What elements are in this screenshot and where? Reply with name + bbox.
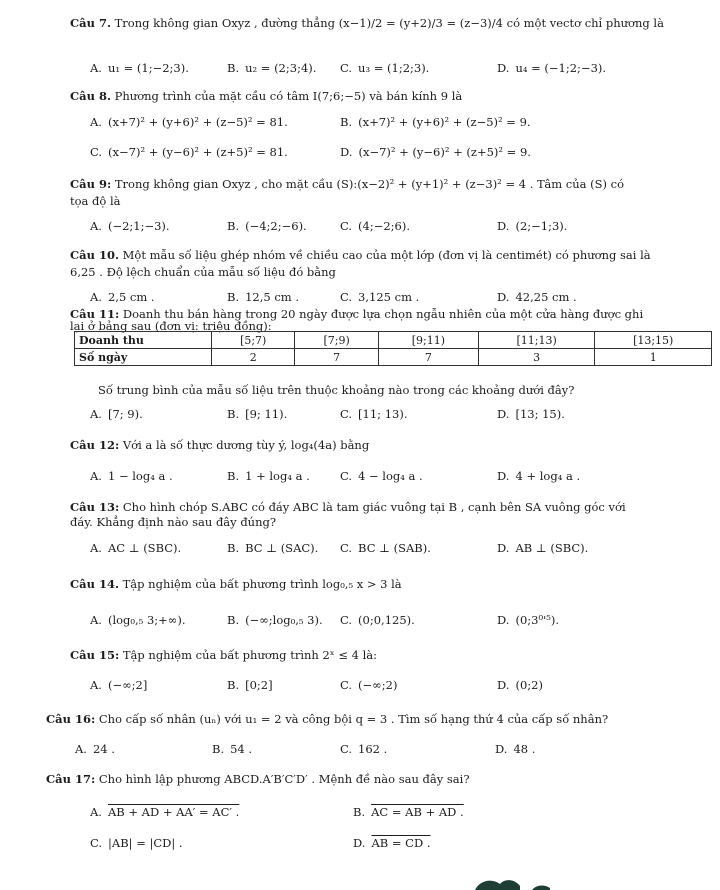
question-12-options	[90, 469, 690, 487]
option-a[interactable]: A. (−∞;2]	[90, 678, 148, 692]
option-b[interactable]: B. 12,5 cm .	[227, 290, 300, 304]
table-header-cell: Số ngày	[75, 349, 212, 366]
option-d[interactable]: D. 48 .	[495, 742, 536, 756]
question-11-options	[90, 407, 690, 425]
option-c[interactable]: C. BC ⊥ (SAB).	[340, 541, 431, 555]
option-b[interactable]: B. 1 + log₄ a .	[227, 469, 310, 483]
question-15-options	[90, 678, 690, 696]
question-label: Câu 12:	[70, 438, 120, 452]
question-9-options	[90, 219, 690, 237]
question-16-options	[75, 742, 690, 760]
option-b[interactable]: B. BC ⊥ (SAC).	[227, 541, 319, 555]
option-d[interactable]: D. (2;−1;3).	[497, 219, 568, 233]
question-text: Phương trình của mặt cầu có tâm I(7;6;−5) và bán kính 9 là	[114, 89, 463, 103]
option-c[interactable]: C. (4;−2;6).	[340, 219, 411, 233]
dark-mark-shape	[532, 886, 550, 890]
option-d[interactable]: D. AB = CD .	[353, 836, 431, 850]
dark-mark-shape	[475, 880, 520, 890]
question-14	[70, 577, 680, 591]
option-d[interactable]: D. [13; 15).	[497, 407, 565, 421]
question-13-cont: đáy. Khẳng định nào sau đây đúng?	[70, 515, 277, 529]
question-11-cont: lại ở bảng sau (đơn vị: triệu đồng):	[70, 319, 272, 333]
question-17-options-row2	[90, 836, 690, 854]
question-16	[46, 712, 680, 726]
question-7-options	[90, 61, 690, 79]
option-a[interactable]: A. u₁ = (1;−2;3).	[90, 61, 189, 75]
question-8-options-row2	[90, 145, 690, 163]
page-edge-mark	[470, 876, 590, 890]
option-c[interactable]: C. (−∞;2)	[340, 678, 398, 692]
table-cell: 3	[478, 349, 595, 366]
question-text: Cho hình lập phương ABCD.A′B′C′D′ . Mệnh đề nào sau đây sai?	[98, 772, 470, 786]
question-label: Câu 15:	[70, 648, 120, 662]
option-c[interactable]: C. 3,125 cm .	[340, 290, 420, 304]
option-d[interactable]: D. (0;3⁰'⁵).	[497, 613, 559, 627]
table-cell: [13;15)	[595, 332, 712, 349]
table-row	[75, 349, 712, 366]
option-a[interactable]: A. [7; 9).	[90, 407, 143, 421]
table-cell: 2	[212, 349, 295, 366]
option-d[interactable]: D. AB ⊥ (SBC).	[497, 541, 589, 555]
question-12	[70, 438, 680, 452]
option-b[interactable]: B. u₂ = (2;3;4).	[227, 61, 317, 75]
revenue-table	[74, 331, 712, 366]
table-cell: 1	[595, 349, 712, 366]
question-text: Tập nghiệm của bất phương trình log₀,₅ x > 3 là	[122, 577, 402, 591]
question-label: Câu 14.	[70, 577, 119, 591]
question-text: Doanh thu bán hàng trong 20 ngày được lựa chọn ngẫu nhiên của một cửa hàng được ghi	[122, 307, 644, 321]
question-9-cont: tọa độ là	[70, 194, 121, 208]
question-8-options-row1	[90, 115, 690, 133]
question-14-options	[90, 613, 690, 631]
table-row	[75, 332, 712, 349]
table-cell: [5;7)	[212, 332, 295, 349]
question-label: Câu 8.	[70, 89, 111, 103]
question-7	[70, 15, 680, 31]
question-8	[70, 89, 680, 103]
question-text: Cho cấp số nhân (uₙ) với u₁ = 2 và công bội q = 3 . Tìm số hạng thứ 4 của cấp số nhân?	[98, 712, 609, 726]
question-10-options	[90, 290, 690, 308]
option-a[interactable]: A. 2,5 cm .	[90, 290, 155, 304]
option-d[interactable]: D. (0;2)	[497, 678, 543, 692]
question-9	[70, 177, 680, 191]
option-a[interactable]: A. AB + AD + AA′ = AC′ .	[90, 805, 240, 819]
question-label: Câu 13:	[70, 500, 120, 514]
question-text: Tập nghiệm của bất phương trình 2ˣ ≤ 4 là:	[122, 648, 377, 662]
option-c[interactable]: C. 4 − log₄ a .	[340, 469, 423, 483]
question-label: Câu 7.	[70, 16, 111, 30]
option-d[interactable]: D. u₄ = (−1;2;−3).	[497, 61, 607, 75]
question-label: Câu 9:	[70, 177, 112, 191]
option-a[interactable]: A. (−2;1;−3).	[90, 219, 170, 233]
table-cell: [9;11)	[378, 332, 478, 349]
option-b[interactable]: B. [9; 11).	[227, 407, 288, 421]
option-a[interactable]: A. 1 − log₄ a .	[90, 469, 173, 483]
question-label: Câu 16:	[46, 712, 96, 726]
option-b[interactable]: B. (−4;2;−6).	[227, 219, 307, 233]
table-cell: [7;9)	[295, 332, 378, 349]
table-cell: 7	[295, 349, 378, 366]
question-text: Một mẫu số liệu ghép nhóm về chiều cao của một lớp (đơn vị là centimét) có phương sai là	[122, 248, 651, 262]
option-a[interactable]: A. (x+7)² + (y+6)² + (z−5)² = 81.	[90, 115, 288, 129]
question-17-options-row1	[90, 805, 690, 823]
option-c[interactable]: C. [11; 13).	[340, 407, 408, 421]
question-label: Câu 10.	[70, 248, 119, 262]
question-13-options	[90, 541, 690, 559]
option-b[interactable]: B. [0;2]	[227, 678, 273, 692]
question-11-prompt: Số trung bình của mẫu số liệu trên thuộc khoảng nào trong các khoảng dưới đây?	[98, 383, 575, 397]
question-text: Cho hình chóp S.ABC có đáy ABC là tam giác vuông tại B , cạnh bên SA vuông góc với	[122, 500, 626, 514]
option-c[interactable]: C. u₃ = (1;2;3).	[340, 61, 430, 75]
option-a[interactable]: A. AC ⊥ (SBC).	[90, 541, 182, 555]
option-d[interactable]: D. 42,25 cm .	[497, 290, 577, 304]
question-label: Câu 17:	[46, 772, 96, 786]
option-b[interactable]: B. (−∞;log₀,₅ 3).	[227, 613, 323, 627]
option-c[interactable]: C. 162 .	[340, 742, 388, 756]
question-text: Trong không gian Oxyz , cho mặt cầu (S):(x−2)² + (y+1)² + (z−3)² = 4 . Tâm của (S) có	[114, 177, 625, 191]
option-c[interactable]: C. |AB| = |CD| .	[90, 836, 183, 850]
option-a[interactable]: A. 24 .	[75, 742, 115, 756]
option-d[interactable]: D. (x−7)² + (y−6)² + (z+5)² = 9.	[340, 145, 531, 159]
option-a[interactable]: A. (log₀,₅ 3;+∞).	[90, 613, 186, 627]
option-c[interactable]: C. (x−7)² + (y−6)² + (z+5)² = 81.	[90, 145, 288, 159]
table-header-cell: Doanh thu	[75, 332, 212, 349]
option-b[interactable]: B. (x+7)² + (y+6)² + (z−5)² = 9.	[340, 115, 531, 129]
question-label: Câu 11:	[70, 307, 120, 321]
question-10	[70, 248, 680, 262]
option-d[interactable]: D. 4 + log₄ a .	[497, 469, 581, 483]
question-text: Trong không gian Oxyz , đường thẳng (x−1)/2 = (y+2)/3 = (z−3)/4 có một vectơ chỉ phương là	[114, 16, 664, 30]
table-cell: 7	[378, 349, 478, 366]
table-cell: [11;13)	[478, 332, 595, 349]
question-17	[46, 772, 680, 786]
option-b[interactable]: B. 54 .	[212, 742, 253, 756]
question-10-cont: 6,25 . Độ lệch chuẩn của mẫu số liệu đó bằng	[70, 265, 336, 279]
option-c[interactable]: C. (0;0,125).	[340, 613, 415, 627]
option-b[interactable]: B. AC = AB + AD .	[353, 805, 464, 819]
question-15	[70, 648, 680, 662]
question-13	[70, 500, 680, 514]
question-text: Với a là số thực dương tùy ý, log₄(4a) bằng	[122, 438, 370, 452]
